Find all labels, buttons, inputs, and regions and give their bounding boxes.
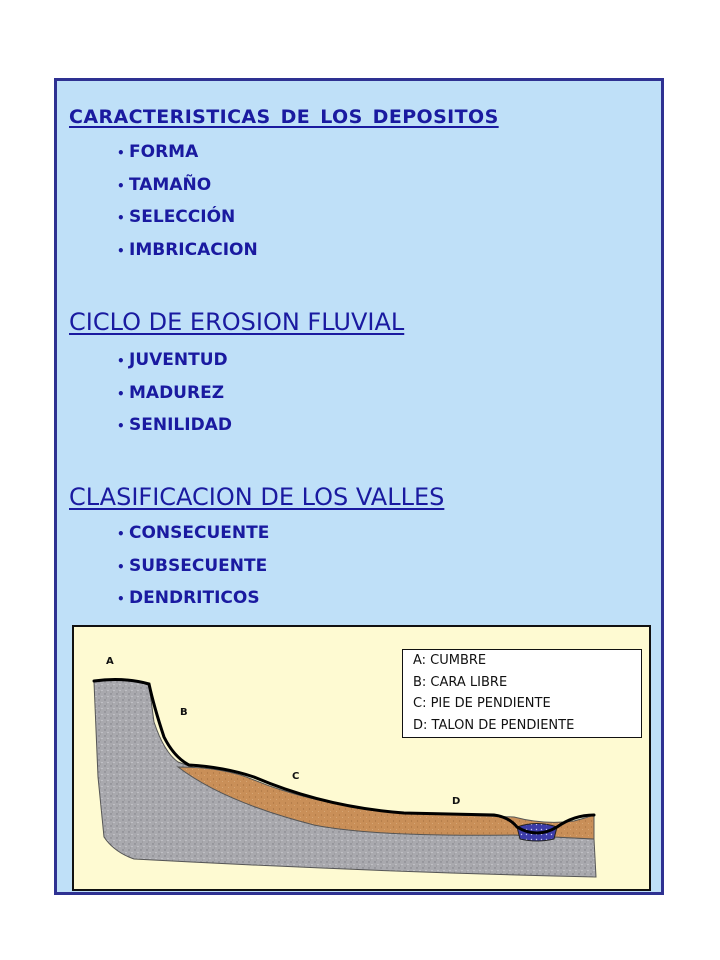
valley-profile-diagram bbox=[72, 625, 651, 891]
list-item bbox=[117, 136, 258, 169]
list-item bbox=[117, 344, 232, 377]
list-item-label: FORMA bbox=[129, 142, 199, 162]
list-item-label: TAMAÑO bbox=[129, 174, 212, 195]
point-label-c: C bbox=[292, 771, 300, 782]
legend-item: A: CUMBRE bbox=[413, 653, 487, 668]
bullet-icon: • bbox=[117, 559, 125, 574]
list-item-label: SUBSECUENTE bbox=[129, 555, 268, 576]
bullet-icon: • bbox=[117, 178, 125, 193]
bullet-icon: • bbox=[117, 386, 125, 401]
bullet-icon: • bbox=[117, 419, 125, 433]
bullet-icon: • bbox=[117, 211, 125, 225]
section-title-deposit-characteristics: CARACTERISTICAS DE LOS DEPOSITOS bbox=[69, 106, 499, 128]
point-label-b: B bbox=[180, 707, 188, 718]
valley-classification-list bbox=[117, 517, 269, 615]
list-item-label: SENILIDAD bbox=[129, 415, 232, 435]
list-item-label: MADUREZ bbox=[129, 382, 225, 403]
content-panel bbox=[54, 78, 664, 895]
bullet-icon: • bbox=[117, 354, 125, 368]
legend-item: D: TALON DE PENDIENTE bbox=[413, 717, 575, 733]
list-item bbox=[117, 582, 269, 615]
list-item-label: SELECCIÓN bbox=[129, 207, 236, 227]
list-item-label: IMBRICACION bbox=[129, 239, 258, 260]
diagram-legend bbox=[402, 649, 642, 738]
list-item-label: DENDRITICOS bbox=[129, 588, 260, 608]
list-item bbox=[117, 550, 269, 583]
point-label-d: D bbox=[452, 796, 461, 807]
list-item bbox=[117, 377, 232, 410]
section-title-fluvial-erosion-cycle: CICLO DE EROSION FLUVIAL bbox=[69, 308, 405, 336]
legend-item: B: CARA LIBRE bbox=[413, 674, 508, 690]
erosion-cycle-list bbox=[117, 344, 232, 442]
bullet-icon: • bbox=[117, 527, 125, 541]
list-item bbox=[117, 169, 258, 202]
list-item-label: JUVENTUD bbox=[129, 350, 228, 370]
bullet-icon: • bbox=[117, 146, 125, 160]
list-item-label: CONSECUENTE bbox=[129, 523, 270, 543]
legend-item: C: PIE DE PENDIENTE bbox=[413, 696, 551, 711]
section-title-valley-classification: CLASIFICACION DE LOS VALLES bbox=[69, 483, 445, 511]
point-label-a: A bbox=[106, 656, 114, 667]
list-item bbox=[117, 517, 269, 550]
list-item bbox=[117, 234, 258, 267]
list-item bbox=[117, 409, 232, 442]
bullet-icon: • bbox=[117, 592, 125, 606]
list-item bbox=[117, 201, 258, 234]
deposit-characteristics-list bbox=[117, 136, 258, 266]
bullet-icon: • bbox=[117, 243, 125, 258]
